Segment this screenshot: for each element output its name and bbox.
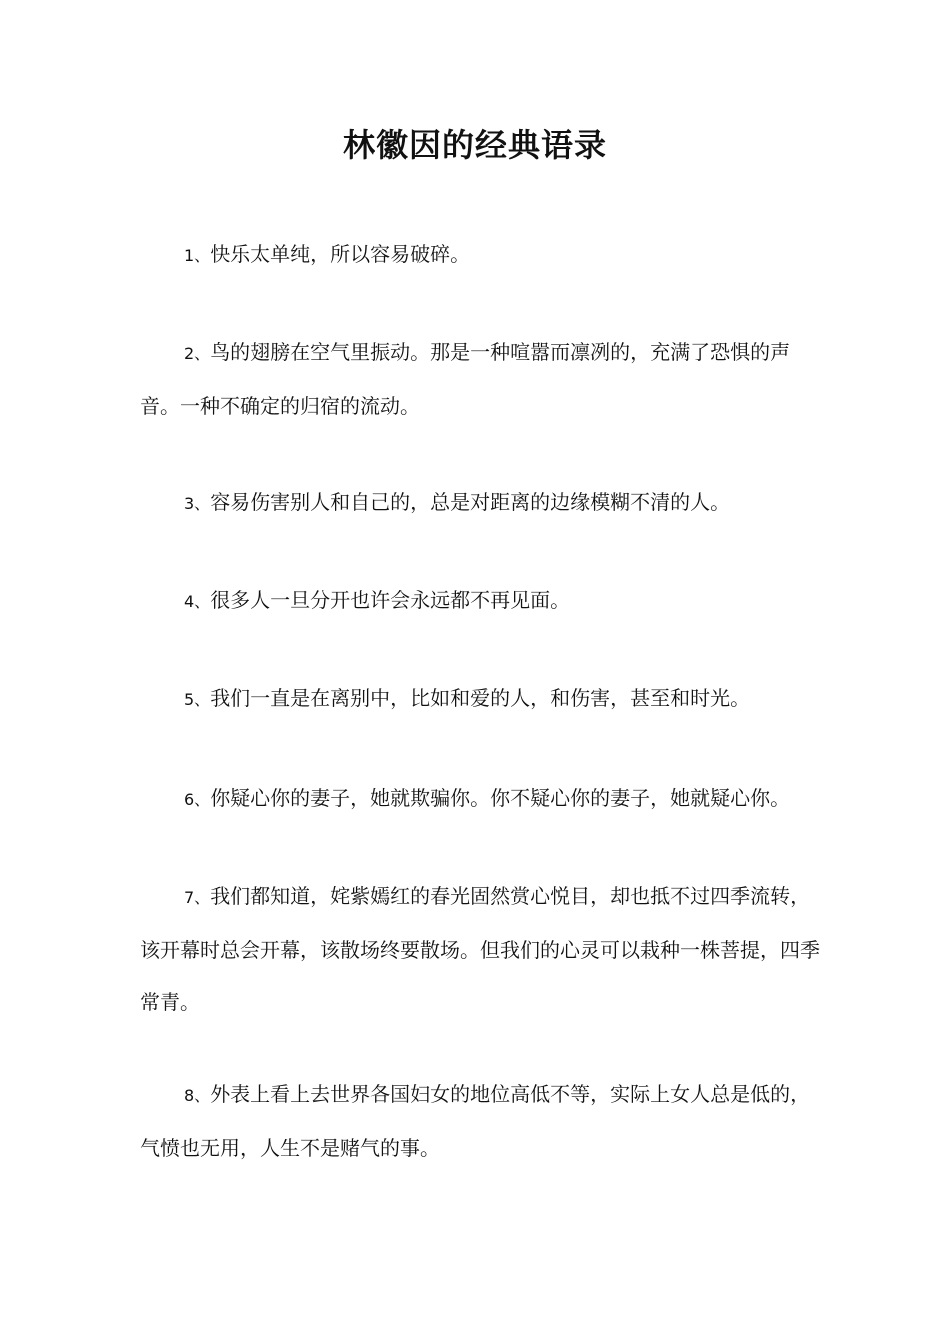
quote-text: 容易伤害别人和自己的，总是对距离的边缘模糊不清的人。 [210, 490, 731, 514]
quote-number: 4、 [184, 592, 211, 611]
quote-number: 3、 [184, 494, 211, 513]
quote-text: 我们一直是在离别中，比如和爱的人，和伤害，甚至和时光。 [210, 686, 751, 710]
quote-text: 外表上看上去世界各国妇女的地位高低不等，实际上女人总是低的，气愤也无用，人生不是赌气的事。 [140, 1082, 811, 1160]
quote-item [140, 574, 830, 628]
quote-number: 8、 [184, 1086, 211, 1105]
quote-number: 7、 [184, 888, 211, 907]
quote-text: 我们都知道，姹紫嫣红的春光固然赏心悦目，却也抵不过四季流转，该开幕时总会开幕，该散场终要散场。但我们的心灵可以栽种一株菩提，四季常青。 [140, 884, 820, 1014]
quote-item [140, 870, 830, 1028]
quote-item [140, 772, 830, 826]
quote-item [140, 672, 830, 726]
quote-text: 很多人一旦分开也许会永远都不再见面。 [210, 588, 571, 612]
quote-item [140, 326, 830, 432]
quote-number: 2、 [184, 344, 211, 363]
quote-number: 1、 [184, 246, 211, 265]
quote-text: 快乐太单纯，所以容易破碎。 [210, 242, 471, 266]
quote-item [140, 228, 830, 282]
quote-number: 5、 [184, 690, 211, 709]
quote-number: 6、 [184, 790, 211, 809]
page-title: 林徽因的经典语录 [342, 126, 607, 165]
quote-text: 你疑心你的妻子，她就欺骗你。你不疑心你的妻子，她就疑心你。 [210, 786, 791, 810]
quote-text: 鸟的翅膀在空气里振动。那是一种喧嚣而凛冽的，充满了恐惧的声音。一种不确定的归宿的流动。 [140, 340, 791, 418]
quote-item [140, 1068, 830, 1174]
quote-item [140, 476, 830, 530]
